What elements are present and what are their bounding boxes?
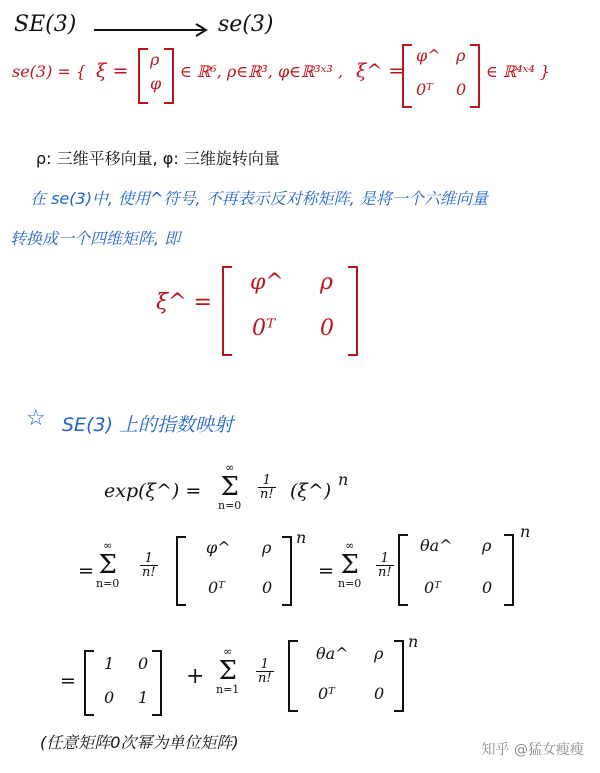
line3-eq: = xyxy=(60,670,76,692)
line3-matrix-right-bracket xyxy=(394,640,404,712)
blue-note-line-1: 在 se(3)中, 使用^符号, 不再表示反对称矩阵, 是将一个六维向量 xyxy=(30,189,488,208)
line2-sum: ∞ Σ n=0 xyxy=(96,539,120,590)
line2-m22: 0 xyxy=(262,578,273,597)
exp-lhs: exp(ξ^) = xyxy=(104,480,202,502)
xi-bottom: φ xyxy=(150,74,162,93)
line2-m11: φ^ xyxy=(206,538,231,557)
xi-vector-right-bracket xyxy=(164,48,174,104)
display-matrix-left-bracket xyxy=(222,266,232,356)
watermark: 知乎 @猛女瘦瘦 xyxy=(481,742,584,758)
line2-frac: $\frac{1}{n!}$ xyxy=(142,551,156,580)
line3-k21: 0ᵀ xyxy=(318,684,335,703)
arrow-icon xyxy=(92,20,212,40)
line3-matrix-left-bracket xyxy=(288,640,298,712)
line3-k22: 0 xyxy=(374,684,385,703)
display-m22: 0 xyxy=(320,316,334,341)
line2-matrix1-left-bracket xyxy=(176,536,186,606)
def-m21: 0ᵀ xyxy=(416,80,433,99)
line2-n22: 0 xyxy=(482,578,493,597)
line3-i21: 0 xyxy=(104,688,115,707)
footnote: (任意矩阵0次幂为单位矩阵) xyxy=(40,733,239,752)
display-matrix-right-bracket xyxy=(348,266,358,356)
header-se3-group: SE(3) xyxy=(14,12,77,37)
exp-frac: $\frac{1}{n!}$ xyxy=(260,473,274,502)
line2-power: n xyxy=(296,528,307,547)
line3-power: n xyxy=(408,632,419,651)
exp-sum: ∞ Σ n=0 xyxy=(218,461,242,512)
section-title: SE(3) 上的指数映射 xyxy=(62,414,234,436)
xi-top: ρ xyxy=(150,50,160,69)
def-m22: 0 xyxy=(456,80,467,99)
line2-sum2: ∞ Σ n=0 xyxy=(338,539,362,590)
line2-frac2: $\frac{1}{n!}$ xyxy=(378,551,392,580)
identity-left-bracket xyxy=(84,650,94,716)
identity-right-bracket xyxy=(152,650,162,716)
display-m12: ρ xyxy=(320,270,333,295)
line2-eq2: = xyxy=(318,560,334,582)
line2-n12: ρ xyxy=(482,536,492,555)
exp-power: n xyxy=(338,470,349,489)
header-se3-algebra: se(3) xyxy=(218,12,274,37)
def-m11: φ^ xyxy=(416,46,441,65)
line2-m12: ρ xyxy=(262,538,272,557)
line3-sum: ∞ Σ n=1 xyxy=(216,645,240,696)
def-matrix-right-bracket xyxy=(470,44,480,108)
exp-term: (ξ^) xyxy=(290,480,332,502)
star-icon: ☆ xyxy=(26,406,46,431)
xi-hat-display-lhs: ξ^ = xyxy=(156,290,212,315)
line3-i22: 1 xyxy=(138,688,149,707)
note-rho-phi: ρ: 三维平移向量, φ: 三维旋转向量 xyxy=(36,149,280,168)
line3-i12: 0 xyxy=(138,654,149,673)
xi-hat-label: ξ^ = xyxy=(356,60,405,82)
display-m21: 0ᵀ xyxy=(252,316,276,341)
xi-label: ξ = xyxy=(96,60,129,82)
definition-tail: ∈ ℝ⁴ˣ⁴ } xyxy=(486,62,550,81)
line3-frac: $\frac{1}{n!}$ xyxy=(258,657,272,686)
membership-text: ∈ ℝ⁶, ρ∈ℝ³, φ∈ℝ³ˣ³ , xyxy=(180,62,343,81)
line3-i11: 1 xyxy=(104,654,115,673)
def-m12: ρ xyxy=(456,46,466,65)
def-matrix-left-bracket xyxy=(402,44,412,108)
line3-k11: θa^ xyxy=(316,644,349,663)
line2-matrix1-right-bracket xyxy=(282,536,292,606)
line2-power2: n xyxy=(520,522,531,541)
xi-vector-left-bracket xyxy=(138,48,148,104)
line2-matrix2-left-bracket xyxy=(398,534,408,606)
line3-k12: ρ xyxy=(374,644,384,663)
line2-matrix2-right-bracket xyxy=(504,534,514,606)
blue-note-line-2: 转换成一个四维矩阵, 即 xyxy=(10,229,181,248)
display-m11: φ^ xyxy=(250,270,284,295)
line2-m21: 0ᵀ xyxy=(208,578,225,597)
line2-eq: = xyxy=(78,560,94,582)
line2-n21: 0ᵀ xyxy=(424,578,441,597)
definition-lead: se(3) = { xyxy=(12,62,87,81)
line3-plus: + xyxy=(186,664,205,689)
line2-n11: θa^ xyxy=(420,536,453,555)
